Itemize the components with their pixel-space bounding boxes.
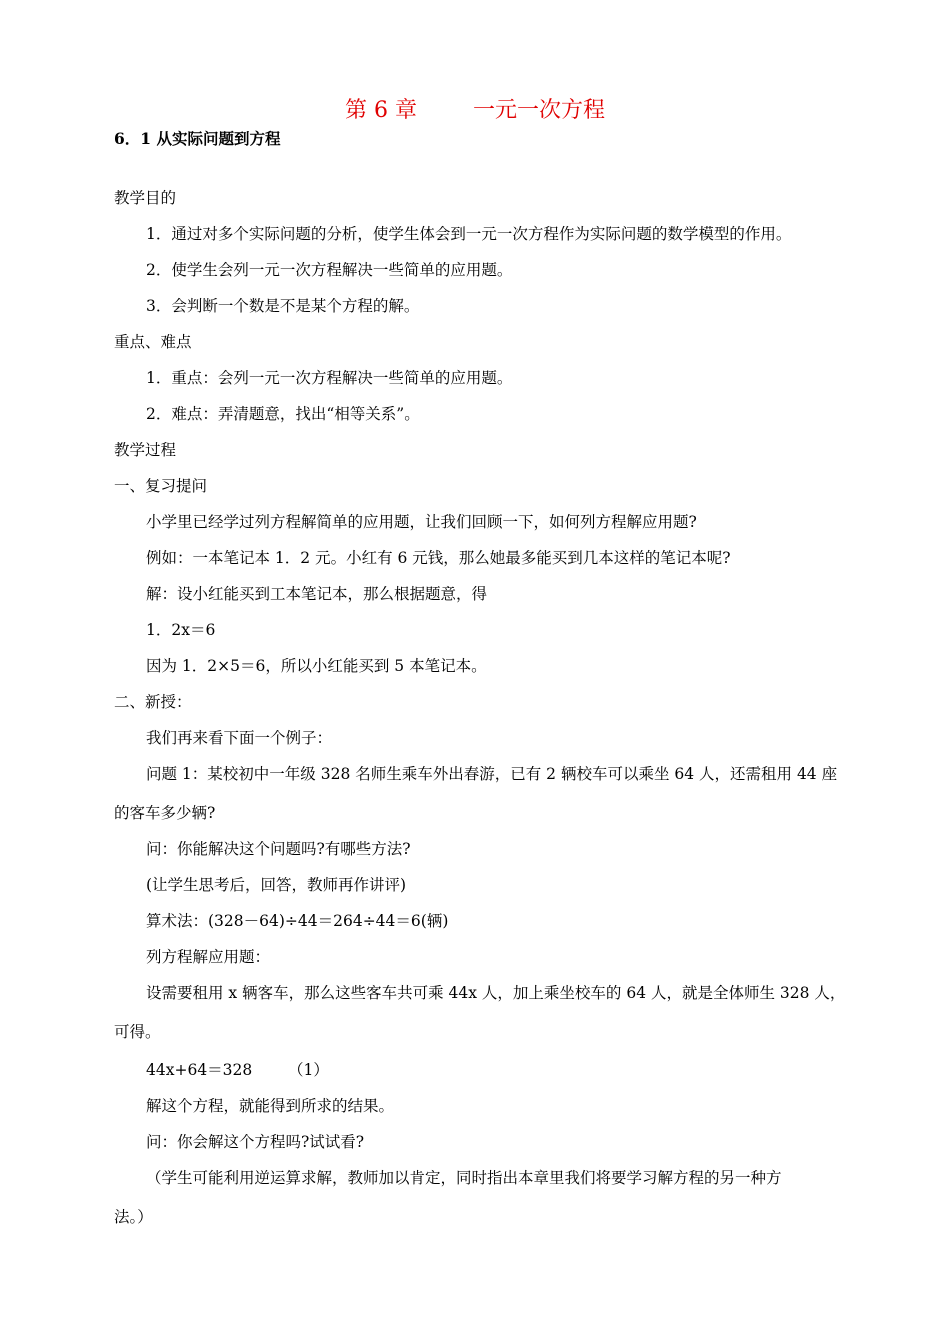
note-line-2: 法。） <box>114 1208 153 1226</box>
section-heading: 6．1 从实际问题到方程 <box>114 129 281 148</box>
chapter-title: 第 6 章 一元一次方程 <box>345 98 605 123</box>
setup-line-2: 可得。 <box>114 1023 161 1041</box>
question-1: 问：你能解决这个问题吗?有哪些方法? <box>146 840 411 858</box>
process-heading: 教学过程 <box>114 441 177 459</box>
goal-item-1: 1．通过对多个实际问题的分析，使学生体会到一元一次方程作为实际问题的数学模型的作用。 <box>146 225 792 243</box>
key-point-2: 2．难点：弄清题意，找出“相等关系”。 <box>146 405 420 423</box>
new-intro: 我们再来看下面一个例子： <box>146 729 333 747</box>
review-heading: 一、复习提问 <box>114 477 208 495</box>
question-2: 问：你会解这个方程吗?试试看? <box>146 1133 365 1151</box>
hint-line: (让学生思考后，回答，教师再作讲评) <box>146 876 407 894</box>
goal-item-2: 2．使学生会列一元一次方程解决一些简单的应用题。 <box>146 261 513 279</box>
solve-line: 解这个方程，就能得到所求的结果。 <box>146 1097 395 1115</box>
equation-number: （1） <box>288 1061 329 1079</box>
goal-item-3: 3．会判断一个数是不是某个方程的解。 <box>146 297 420 315</box>
review-line-1: 小学里已经学过列方程解简单的应用题，让我们回顾一下，如何列方程解应用题? <box>146 513 697 531</box>
problem-line-1: 问题 1：某校初中一年级 328 名师生乘车外出春游，已有 2 辆校车可以乘坐 64 人，还需租用 44 座 <box>146 765 838 783</box>
note-line-1: （学生可能利用逆运算求解，教师加以肯定，同时指出本章里我们将要学习解方程的另一种方 <box>146 1169 782 1187</box>
problem-line-2: 的客车多少辆? <box>114 804 216 822</box>
goals-heading: 教学目的 <box>114 189 177 207</box>
key-points-heading: 重点、难点 <box>114 333 192 351</box>
new-heading: 二、新授： <box>114 693 192 711</box>
arithmetic-method: 算术法：(328－64)÷44＝264÷44＝6(辆) <box>146 912 449 930</box>
key-point-1: 1．重点：会列一元一次方程解决一些简单的应用题。 <box>146 369 513 387</box>
equation-1: 44x+64＝328 <box>146 1061 253 1079</box>
review-line-5: 因为 1．2×5＝6，所以小红能买到 5 本笔记本。 <box>146 657 487 675</box>
equation-method-heading: 列方程解应用题： <box>146 948 271 966</box>
review-line-3: 解：设小红能买到工本笔记本，那么根据题意，得 <box>146 585 488 603</box>
setup-line-1: 设需要租用 x 辆客车，那么这些客车共可乘 44x 人，加上乘坐校车的 64 人，就是全体师生 328 人， <box>146 984 846 1002</box>
review-equation: 1．2x＝6 <box>146 621 216 639</box>
review-line-2: 例如：一本笔记本 1．2 元。小红有 6 元钱，那么她最多能买到几本这样的笔记本呢? <box>146 549 731 567</box>
